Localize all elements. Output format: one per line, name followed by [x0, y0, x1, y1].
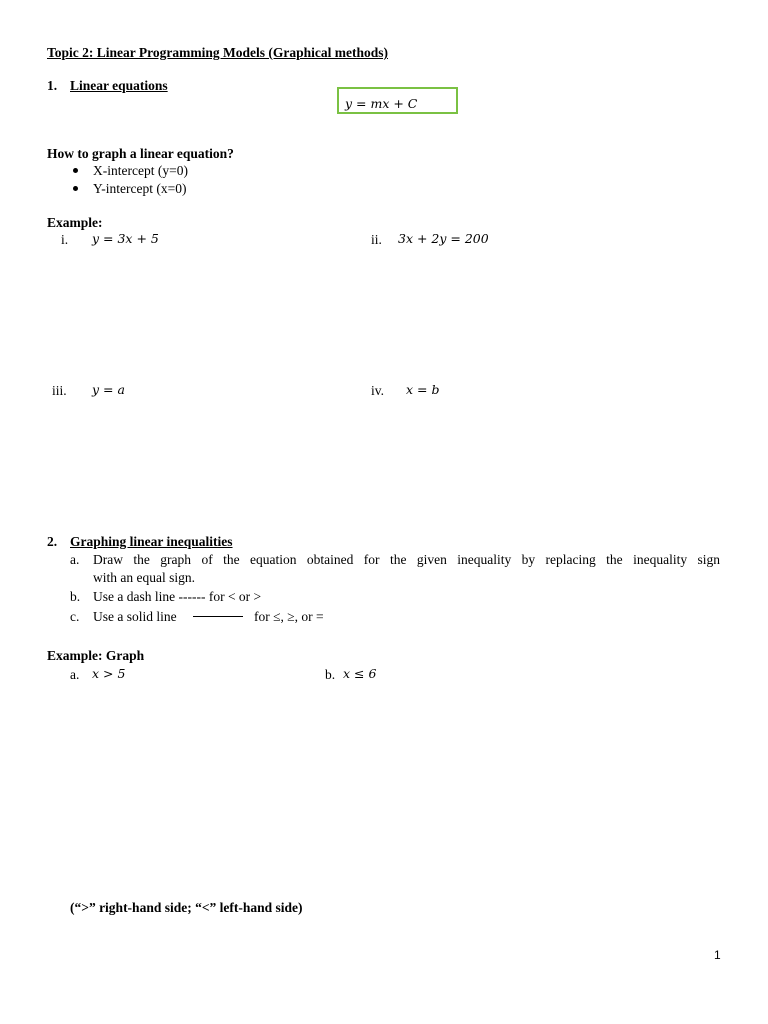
example-number: ii.: [371, 232, 382, 247]
example-letter: b.: [325, 667, 336, 682]
section2-heading: Graphing linear inequalities: [70, 534, 233, 549]
example-graph-label: Example: Graph: [47, 648, 145, 663]
list-item-letter: c.: [70, 609, 80, 624]
formula-text: y = mx + C: [345, 96, 418, 111]
page-number: 1: [714, 948, 721, 962]
list-item-text: with an equal sign.: [93, 570, 195, 585]
solid-line-sample: [193, 616, 243, 617]
example-label: Example:: [47, 215, 103, 230]
list-item-letter: b.: [70, 589, 81, 604]
page-title: Topic 2: Linear Programming Models (Graphical methods): [47, 45, 388, 60]
list-item-text: Draw the graph of the equation obtained for the given inequality by replacing the inequality sign: [93, 552, 720, 567]
example-equation: x ≤ 6: [343, 666, 377, 681]
example-letter: a.: [70, 667, 80, 682]
bullet-item: Y-intercept (x=0): [93, 181, 187, 196]
formula-box: [337, 87, 458, 114]
bullet-icon: [73, 186, 78, 191]
list-item-text: Use a dash line ------ for < or >: [93, 589, 262, 604]
list-item-letter: a.: [70, 552, 80, 567]
example-equation: y = a: [92, 382, 125, 397]
example-equation: x > 5: [92, 666, 126, 681]
side-note: (“>” right-hand side; “<” left-hand side): [70, 900, 303, 915]
section1-number: 1.: [47, 78, 58, 93]
example-equation: x = b: [406, 382, 440, 397]
list-item-suffix: for ≤, ≥, or =: [254, 609, 324, 624]
bullet-icon: [73, 168, 78, 173]
example-number: i.: [61, 232, 69, 247]
how-to-heading: How to graph a linear equation?: [47, 146, 234, 161]
example-number: iv.: [371, 383, 384, 398]
example-number: iii.: [52, 383, 67, 398]
example-equation: y = 3x + 5: [92, 231, 159, 246]
section1-heading: Linear equations: [70, 78, 168, 93]
list-item-text: Use a solid line: [93, 609, 177, 624]
section2-number: 2.: [47, 534, 58, 549]
bullet-item: X-intercept (y=0): [93, 163, 188, 178]
example-equation: 3x + 2y = 200: [398, 231, 489, 246]
